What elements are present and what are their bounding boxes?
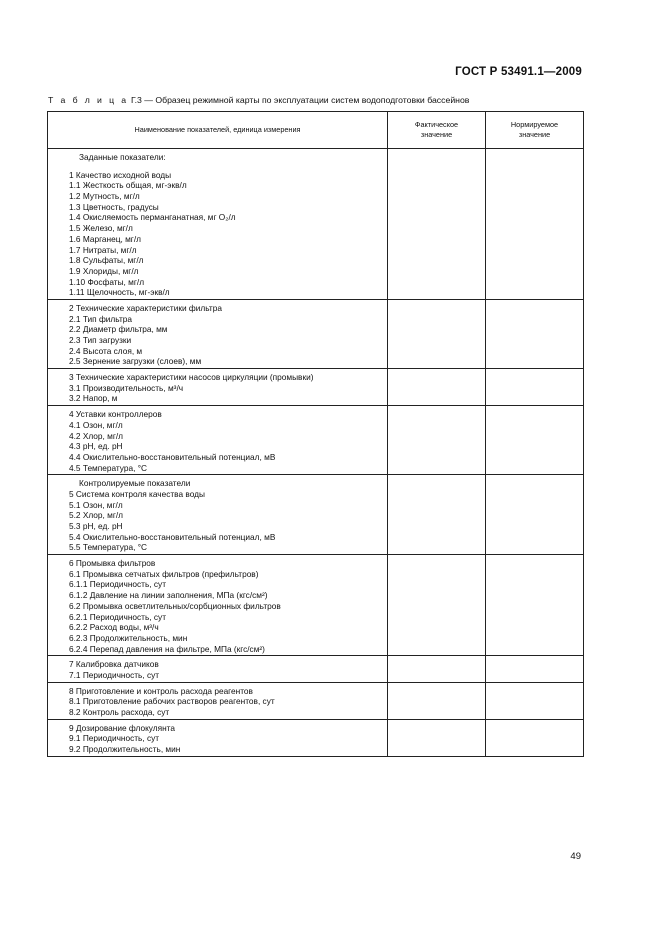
indicator-line: 1.11 Щелочность, мг-экв/л bbox=[69, 287, 170, 298]
indicator-line: 7 Калибровка датчиков bbox=[69, 659, 159, 670]
indicator-line: 1.7 Нитраты, мг/л bbox=[69, 244, 137, 255]
normative-value-cell[interactable] bbox=[486, 149, 584, 300]
actual-value-cell[interactable] bbox=[388, 406, 486, 475]
indicator-line: 6.2.4 Перепад давления на фильтре, МПа (кгс/см²) bbox=[69, 643, 265, 654]
table-caption bbox=[48, 95, 608, 105]
indicator-line: Контролируемые показатели bbox=[79, 478, 191, 489]
indicator-line: 5.2 Хлор, мг/л bbox=[69, 510, 124, 521]
indicator-line: 9.2 Продолжительность, мин bbox=[69, 744, 181, 755]
regime-map-table bbox=[47, 111, 584, 757]
normative-value-cell[interactable] bbox=[486, 369, 584, 406]
indicator-line: 3.1 Производительность, м³/ч bbox=[69, 382, 184, 393]
table-row bbox=[48, 475, 584, 555]
section-cell bbox=[48, 682, 388, 719]
indicator-line: 1.5 Железо, мг/л bbox=[69, 223, 133, 234]
indicator-line: 6.2 Промывка осветлительных/сорбционных фильтров bbox=[69, 600, 281, 611]
indicator-line: 4.5 Температура, °С bbox=[69, 462, 148, 473]
indicator-line: 5.4 Окислительно-восстановительный потенциал, мВ bbox=[69, 531, 276, 542]
column-header-normative: Нормируемое значение bbox=[486, 112, 584, 149]
section-cell bbox=[48, 555, 388, 656]
caption-number: Г.3 bbox=[130, 95, 142, 105]
actual-value-cell[interactable] bbox=[388, 149, 486, 300]
indicator-line: 5.3 pH, ед. pH bbox=[69, 521, 123, 531]
indicator-line: 7.1 Периодичность, сут bbox=[69, 669, 160, 680]
actual-value-cell[interactable] bbox=[388, 299, 486, 368]
section-cell bbox=[48, 656, 388, 682]
section-cell bbox=[48, 719, 388, 756]
indicator-line: Заданные показатели: bbox=[79, 152, 166, 162]
actual-value-cell[interactable] bbox=[388, 475, 486, 555]
indicator-line: 6.1 Промывка сетчатых фильтров (префильтров) bbox=[69, 568, 259, 579]
table-row bbox=[48, 656, 584, 682]
indicator-line: 4.1 Озон, мг/л bbox=[69, 419, 123, 430]
indicator-line: 1.1 Жесткость общая, мг-экв/л bbox=[69, 180, 187, 191]
table-row bbox=[48, 719, 584, 756]
indicator-line: 1 Качество исходной воды bbox=[69, 169, 172, 180]
indicator-line: 2.1 Тип фильтра bbox=[69, 313, 132, 324]
indicator-line: 4.4 Окислительно-восстановительный потенциал, мВ bbox=[69, 451, 276, 462]
section-cell bbox=[48, 369, 388, 406]
table-row bbox=[48, 406, 584, 475]
caption-text: — Образец режимной карты по эксплуатации систем водоподготовки бассейнов bbox=[144, 95, 470, 105]
column-header-actual: Фактическое значение bbox=[388, 112, 486, 149]
indicator-line: 6.2.2 Расход воды, м³/ч bbox=[69, 622, 159, 633]
normative-value-cell[interactable] bbox=[486, 682, 584, 719]
table-header-row bbox=[48, 112, 584, 149]
normative-value-cell[interactable] bbox=[486, 475, 584, 555]
actual-value-cell[interactable] bbox=[388, 719, 486, 756]
indicator-line: 1.4 Окисляемость перманганатная, мг O₂/л bbox=[69, 212, 236, 223]
indicator-line: 4.2 Хлор, мг/л bbox=[69, 430, 124, 441]
table-row bbox=[48, 682, 584, 719]
indicator-line: 3.2 Напор, м bbox=[69, 393, 118, 404]
indicator-line: 2 Технические характеристики фильтра bbox=[69, 302, 222, 313]
section-cell bbox=[48, 149, 388, 300]
indicator-line: 6.1.1 Периодичность, сут bbox=[69, 579, 166, 590]
indicator-line: 6 Промывка фильтров bbox=[69, 558, 156, 569]
indicator-line: 8.2 Контроль расхода, сут bbox=[69, 707, 170, 717]
indicator-line: 6.1.2 Давление на линии заполнения, МПа (кгс/см²) bbox=[69, 590, 268, 601]
table-row bbox=[48, 369, 584, 406]
standard-code: ГОСТ Р 53491.1—2009 bbox=[455, 66, 582, 78]
actual-value-cell[interactable] bbox=[388, 369, 486, 406]
indicator-line: 1.10 Фосфаты, мг/л bbox=[69, 276, 145, 287]
indicator-line: 6.2.1 Периодичность, сут bbox=[69, 611, 166, 622]
indicator-line: 6.2.3 Продолжительность, мин bbox=[69, 632, 188, 643]
indicator-line: 4 Уставки контроллеров bbox=[69, 409, 162, 420]
indicator-line: 5.1 Озон, мг/л bbox=[69, 499, 123, 510]
indicator-line: 2.3 Тип загрузки bbox=[69, 335, 132, 345]
page-number: 49 bbox=[570, 851, 581, 862]
indicator-line: 9 Дозирование флокулянта bbox=[69, 722, 176, 733]
section-cell bbox=[48, 475, 388, 555]
indicator-line: 2.2 Диаметр фильтра, мм bbox=[69, 324, 168, 335]
section-cell bbox=[48, 406, 388, 475]
normative-value-cell[interactable] bbox=[486, 406, 584, 475]
indicator-line: 5.5 Температура, °С bbox=[69, 542, 148, 553]
table-row bbox=[48, 149, 584, 300]
normative-value-cell[interactable] bbox=[486, 299, 584, 368]
indicator-line: 1.8 Сульфаты, мг/л bbox=[69, 255, 144, 266]
indicator-line: 1.3 Цветность, градусы bbox=[69, 201, 159, 212]
actual-value-cell[interactable] bbox=[388, 656, 486, 682]
indicator-line: 8.1 Приготовление рабочих растворов реагентов, сут bbox=[69, 696, 275, 707]
indicator-line: 4.3 pH, ед. pH bbox=[69, 441, 123, 452]
table-row bbox=[48, 299, 584, 368]
indicator-line: 9.1 Периодичность, сут bbox=[69, 733, 160, 744]
indicator-line: 2.4 Высота слоя, м bbox=[69, 345, 143, 356]
normative-value-cell[interactable] bbox=[486, 719, 584, 756]
table-row bbox=[48, 555, 584, 656]
column-header-name: Наименование показателей, единица измерения bbox=[48, 112, 388, 149]
normative-value-cell[interactable] bbox=[486, 555, 584, 656]
indicator-line: 1.6 Марганец, мг/л bbox=[69, 233, 141, 244]
indicator-line: 8 Приготовление и контроль расхода реагентов bbox=[69, 685, 253, 696]
indicator-line: 2.5 Зернение загрузки (слоев), мм bbox=[69, 356, 202, 367]
section-cell bbox=[48, 299, 388, 368]
actual-value-cell[interactable] bbox=[388, 555, 486, 656]
indicator-line: 5 Система контроля качества воды bbox=[69, 488, 205, 499]
normative-value-cell[interactable] bbox=[486, 656, 584, 682]
indicator-line: 1.9 Хлориды, мг/л bbox=[69, 265, 139, 276]
indicator-line: 1.2 Мутность, мг/л bbox=[69, 191, 140, 202]
indicator-line: 3 Технические характеристики насосов циркуляции (промывки) bbox=[69, 372, 314, 383]
actual-value-cell[interactable] bbox=[388, 682, 486, 719]
caption-prefix: Т а б л и ц а bbox=[48, 95, 129, 105]
